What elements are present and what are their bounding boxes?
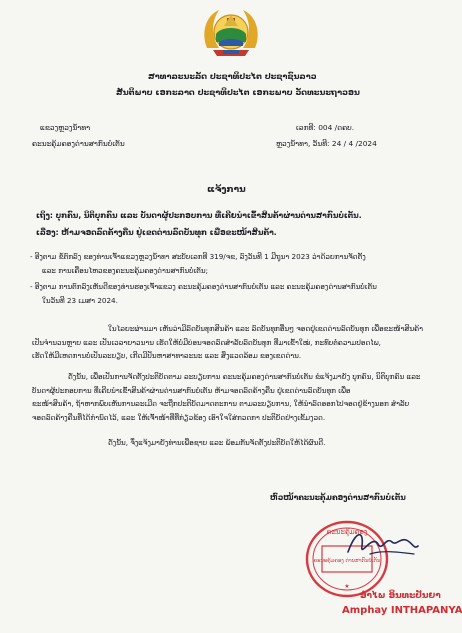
body-line: ເປັນຈໍານວນຫຼາຍ ແລະ ເປັນເວລາຍາວນານ ເຮັດໃຫ້ບໍ່ມີບ່ອນຈອດລົດສຳລັບລົດບັນທຸກ ທີ່ມາເຂົ້າໃໝ່, ກະທົບຕໍ່ຄວາມປອດໄພ, [32,337,381,347]
reference-date: ຫຼວງນໍ້າທາ, ວັນທີ: 24 / 4 /2024 [276,139,377,148]
stamp-center-text: ຄະນະຄຸ້ມຄອງ ດ່ານສາກົນບໍ່ເຕັນ [313,558,381,564]
body-line: ເຮັດໃຫ້ມີເຫດການບໍ່ເປັນລະບຽບ, ເກີດມີປັນຫາສາທາລະນະ ແລະ ສິ່ງແວດລ້ອມ ຂອງເຂດດ່ານ. [32,351,302,361]
reference-line: - ອີງຕາມ ຂໍ້ຕົກລົງ ຂອງທ່ານເຈົ້າແຂວງຫຼວງນໍ້າທາ ສະບັບເລກທີ 319/ຈຂ, ລົງວັນທີ 1 ມີຖຸນາ 2023 ວ່າດ້ວຍການຈັດຕັ້ງ [30,252,366,261]
body-paragraph [32,370,420,424]
reference-line: - ອີງຕາມ ການຕົກລົງເຫັນດີຂອງທ່ານຮອງເຈົ້າແຂວງ ຄະນະຄຸ້ມຄອງດ່ານສາກົນບໍ່ເຕັນ ແລະ ຄະນະຄຸ້ມຄອງດ່ານສາກົນບໍ່ເຕັນ [30,282,377,291]
national-emblem-icon [199,4,263,64]
reference-line: ແລະ ການເຄື່ອນໄຫວຂອງຄະນະຄຸ້ມຄອງດ່ານສາກົນບໍ່ເຕັນ; [42,265,209,275]
reference-item [30,280,377,307]
document-title: ແຈ້ງການ [207,185,246,195]
sender-province: ແຂວງຫຼວງນໍ້າທາ [40,123,91,132]
addressee: ເຖິງ: ບຸກຄົນ, ນິຕິບຸກຄົນ ແລະ ບັນດາຜູ້ປະກອບການ ທີ່ເຄີຍນໍາເຂົ້າສິນຄ້າຜ່ານດ່ານສາກົນບໍ່ເຕັນ. [36,211,362,220]
svg-text:★: ★ [344,583,350,590]
body-paragraph [32,436,325,450]
body-line: ດັ່ງນັ້ນ, ເພື່ອເປັນການຈັດຕັ້ງປະຕິບັດຕາມ ລະບຽບການ ຄະນະຄຸ້ມຄອງດ່ານສາກົນບໍ່ເຕັນ ຂໍແຈ້ງມາຍັງ ບຸກຄົນ, ນິຕິບຸກຄົນ ແລະ [68,372,421,381]
body-line: ຈອດລົດຄ້າງຄືນທີ່ໄດ້ກໍານົດໄວ້, ແລະ ໃຫ້ເຈົ້າໜ້າທີ່ທີ່ກ່ຽວຂ້ອງ ເອົາໃຈໃສ່ກວດກາ ປະຕິບັດຢ່າງເຂັ້ມງວດ. [32,412,326,422]
subject: ເລື່ອງ: ຫ້າມຈອດລົດຄ້າງຄືນ ຢູ່ເຂດດ່ານລົດບັນທຸກ ເພື່ອຂະໜ້າສິນຄ້າ. [36,228,277,237]
header-line-2: ສັນຕິພາບ ເອກະລາດ ປະຊາທິປະໄຕ ເອກະພາບ ວັດທະນະຖາວອນ [116,87,360,97]
body-paragraph [32,322,423,363]
stamp-top-text: ຄະນະຄຸ້ມຄອງ [326,528,368,536]
signatory-name-lao: ອໍາໄພ ອິນທະປັນຍາ [360,591,441,601]
handwritten-signature-icon [342,524,422,564]
reference-number: ເລກທີ: 004 /ດຄບ. [296,123,355,132]
body-line: ໃນໄລຍະຜ່ານມາ ເຫັນວ່າມີລົດບັນທຸກສິນຄ້າ ແລະ ລົດບັນທຸກອື່ນໆ ຈອດຢູ່ເຂດດ່ານລົດບັນທຸກ ເພື່ອຂະໜ້າສິນຄ້າ [108,324,423,333]
body-line: ດັ່ງນັ້ນ, ຈຶ່ງແຈ້ງມາຍັງທ່ານເພື່ອຊາບ ແລະ ພ້ອມກັນຈັດຕັ້ງປະຕິບັດໃຫ້ໄດ້ຜົນດີ. [108,438,326,447]
reference-item [30,250,366,277]
signatory-name-latin: Amphay INTHAPANYA [342,605,462,616]
body-line: ບັນດາຜູ້ປະກອບການ ທີ່ເຄີຍນໍາເຂົ້າສິນຄ້າຜ່ານດ່ານສາກົນບໍ່ເຕັນ ຫ້າມຈອດລົດຄ້າງຄືນ ຢູ່ເຂດດ່ານລົດບັນທຸກ ເພື່ອ [32,385,351,395]
reference-line: ໃນວັນທີ 23 ເມສາ 2024. [42,295,118,305]
closing-title: ຫົວໜ້າຄະນະຄຸ້ມຄອງດ່ານສາກົນບໍ່ເຕັນ [270,493,406,502]
body-line: ຂະໜ້າສິນຄ້າ, ຖ້າຫາກພົບເຫັນການລະເມີດ ຈະຖືກປະຕິບັດມາດຕະການ ຕາມລະບຽບການ, ໃຫ້ນໍາລົດອອກໄປຈອດຢູ່ຂ້າງນອກ ສຳລັບ [32,399,410,409]
header-line-1: ສາທາລະນະລັດ ປະຊາທິປະໄຕ ປະຊາຊົນລາວ [148,71,317,81]
sender-office: ຄະນະຄຸ້ມຄອງດ່ານສາກົນບໍ່ເຕັນ [32,139,125,148]
